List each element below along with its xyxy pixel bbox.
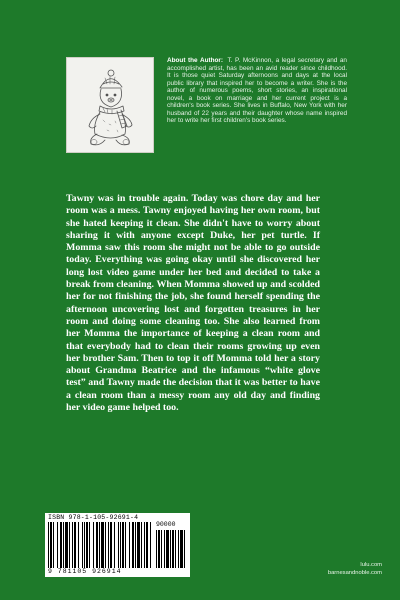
about-the-author	[167, 57, 347, 125]
isbn-barcode	[45, 513, 190, 577]
isbn-label: ISBN 978-1-105-92691-4	[48, 514, 139, 521]
about-text: T. P. McKinnon, a legal secretary and an accomplished artist, has been an avid reader since childhood. It is those quiet Saturday afternoons and days at the local public library that inspired her to become a writer. She is the author of numerous poems, short stories, an inspirational novel, a book on marriage and her current project is a children's book series. She lives in Buffalo, New York with her husband of 22 years and their daughter whose name inspired her to write her first children's book series.	[167, 57, 347, 125]
publisher-lulu: lulu.com	[360, 562, 382, 568]
price-code: 90000	[156, 521, 176, 528]
barcode-digits: 9 781105 926914	[48, 568, 122, 575]
author-illustration	[66, 57, 154, 153]
teddy-bear-sketch-icon	[67, 58, 153, 152]
price-barcode-bars-icon	[156, 530, 186, 568]
about-heading: About the Author:	[167, 57, 224, 64]
barcode-bars-icon	[48, 522, 154, 568]
book-blurb: Tawny was in trouble again. Today was chore day and her room was a mess. Tawny enjoyed having her own room, but she hated keeping it clean. She didn't have to worry about sharing it with anyone except Duke, her pet turtle. If Momma saw this room she might not be able to go outside today. Everything was going okay until she discovered her long lost video game under her bed and decided to take a break from cleaning. When Momma showed up and scolded her for not finishing the job, she found herself spending the afternoon uncovering lost and forgotten treasures in her room and doing some cleaning too. She also learned from her Momma the importance of keeping a clean room and that everybody had to clean their rooms growing up even her brother Sam. Then to top it off Momma told her a story about Grandma Beatrice and the infamous “white glove test” and Tawny made the decision that it was better to have a clean room than a messy room any old day and finding her video game helped too.	[66, 193, 320, 414]
publisher-barnes-and-noble: barnesandnoble.com	[327, 570, 382, 576]
